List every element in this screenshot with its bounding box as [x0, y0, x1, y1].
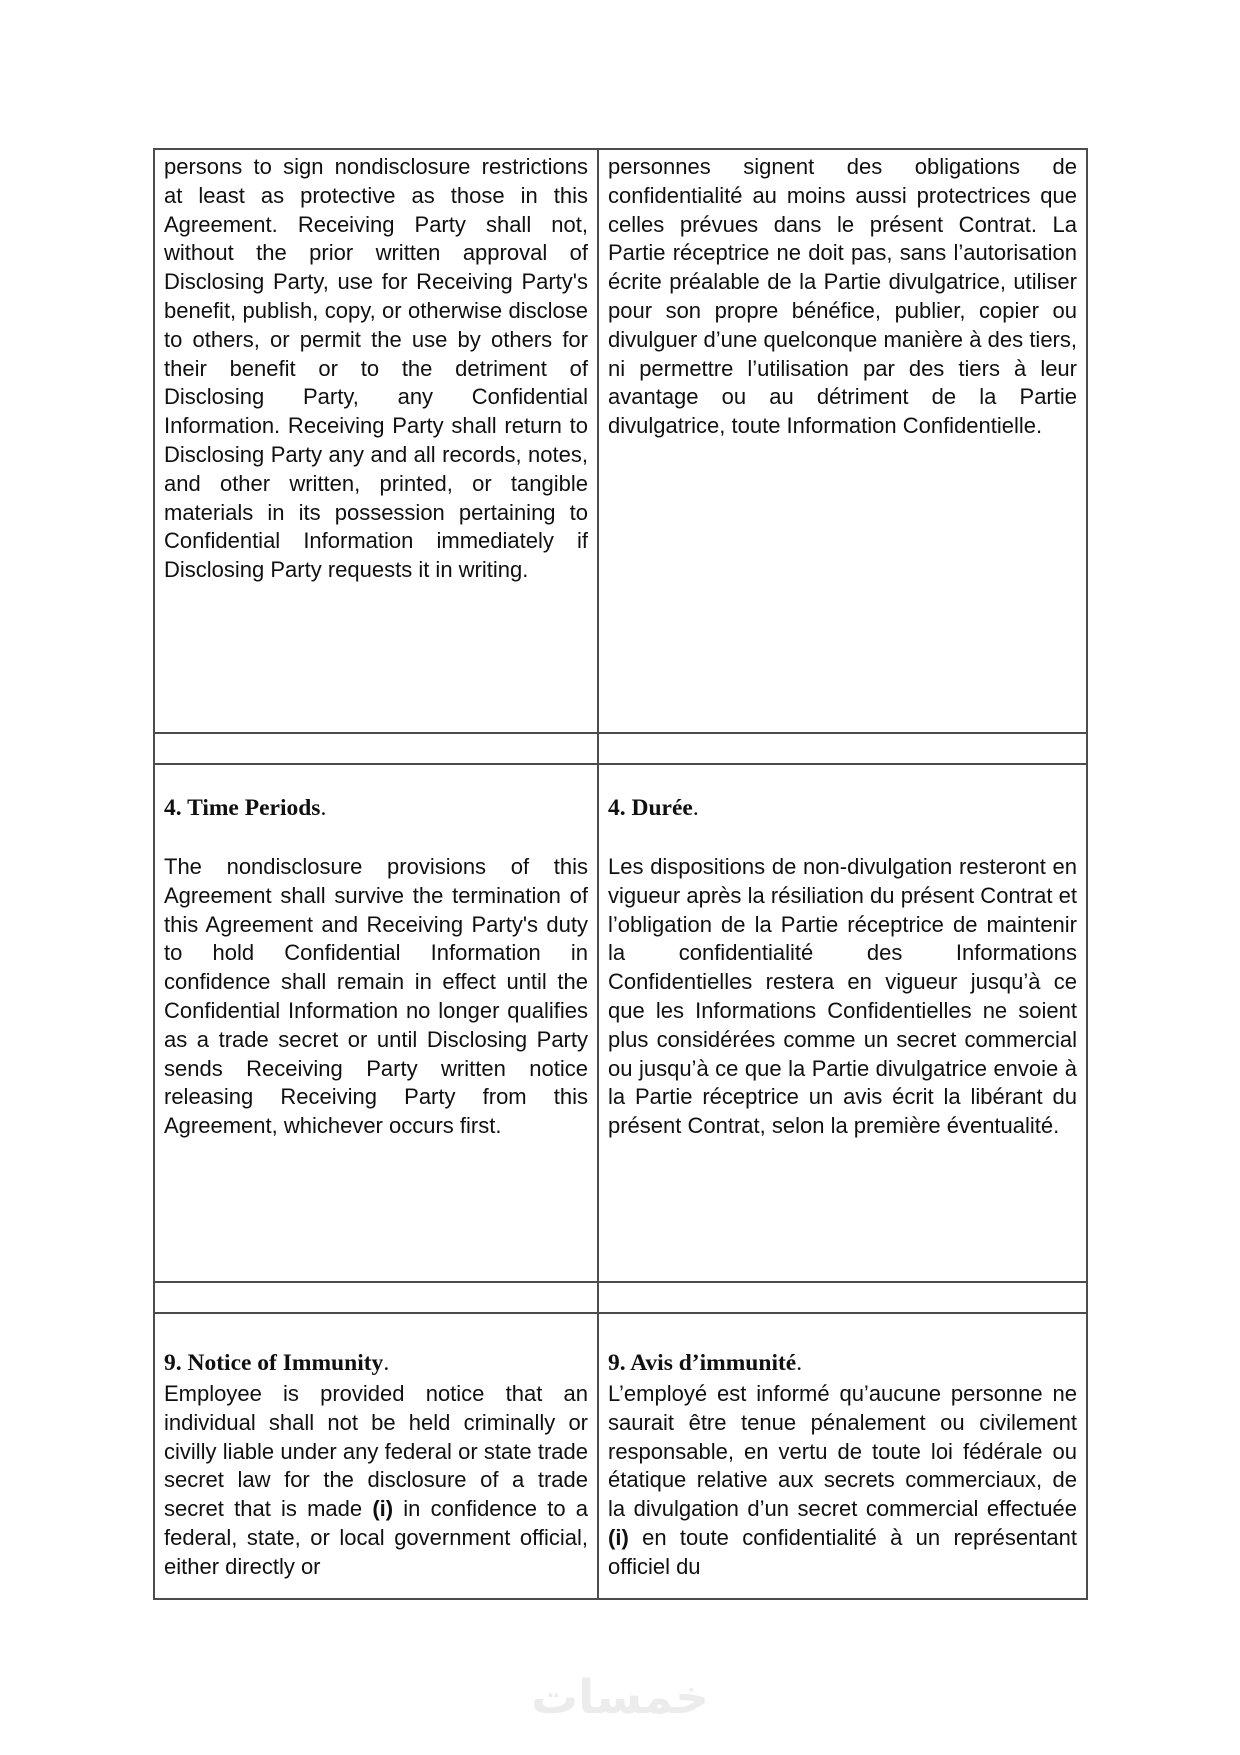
section-heading-bold: 4. Time Periods — [164, 795, 321, 821]
section-heading-avis-immunite — [608, 1347, 1077, 1379]
cell-immunity-english — [154, 1313, 598, 1599]
section-heading-period: . — [796, 1350, 803, 1376]
paragraph-time-periods-english: The nondisclosure provisions of this Agreement shall survive the termination of this Agreement and Receiving Party's duty to hold Confidential Information in confidence shall remain in effect until the Confidential Information no longer qualifies as a trade secret or until Disclosing Party sends Receiving Party written notice releasing Receiving Party from this Agreement, whichever occurs first. — [164, 854, 588, 1139]
table-row-separator — [154, 1282, 1087, 1313]
table-row-confidentiality — [154, 149, 1087, 733]
section-heading-bold: 9. Avis d’immunité — [608, 1350, 797, 1376]
separator-cell-english — [154, 733, 598, 764]
section-heading-period: . — [383, 1350, 390, 1376]
paragraph-confidentiality-english: persons to sign nondisclosure restrictions at least as protective as those in this Agreement. Receiving Party shall not, without the prior written approval of Disclosing Party, use for Receiving Party's benefit, publish, copy, or otherwise disclose to others, or permit the use by others for their benefit or to the detriment of Disclosing Party, any Confidential Information. Receiving Party shall return to Disclosing Party any and all records, notes, and other written, printed, or tangible materials in its possession pertaining to Confidential Information immediately if Disclosing Party requests it in writing. — [164, 154, 588, 583]
section-heading-time-periods — [164, 792, 588, 824]
paragraph-immunity-english — [164, 1380, 588, 1582]
section-heading-period: . — [692, 795, 699, 821]
section-heading-bold: 9. Notice of Immunity — [164, 1350, 384, 1376]
separator-cell-french — [598, 1282, 1087, 1313]
cell-confidentiality-french — [598, 149, 1087, 733]
bilingual-contract-table — [153, 148, 1088, 1600]
roman-numeral-i-bold: (i) — [608, 1524, 629, 1550]
separator-cell-french — [598, 733, 1087, 764]
khamsat-watermark: خمسات — [530, 1670, 710, 1725]
paragraph-confidentiality-french: personnes signent des obligations de confidentialité au moins aussi protectrices que celles prévues dans le présent Contrat. La Partie réceptrice ne doit pas, sans l’autorisation écrite préalable de la Partie divulgatrice, utiliser pour son propre bénéfice, publier, copier ou divulguer d’une quelconque manière à des tiers, ni permettre l’utilisation par des tiers à leur avantage ou au détriment de la Partie divulgatrice, toute Information Confidentielle. — [608, 154, 1077, 439]
separator-cell-english — [154, 1282, 598, 1313]
section-heading-bold: 4. Durée — [608, 795, 693, 821]
section-heading-duree — [608, 792, 1077, 824]
paragraph-time-periods-french: Les dispositions de non-divulgation resteront en vigueur après la résiliation du présent Contrat et l’obligation de la Partie réceptrice de maintenir la confidentialité des Informations Confidentielles restera en vigueur jusqu’à ce que les Informations Confidentielles ne soient plus considérées comme un secret commercial ou jusqu’à ce que la Partie divulgatrice envoie à la Partie réceptrice un avis écrit la libérant du présent Contrat, selon la première éventualité. — [608, 854, 1077, 1139]
roman-numeral-i-bold: (i) — [372, 1496, 394, 1522]
immunity-text-before: Employee is provided notice that an individual shall not be held criminally or civilly liable under any federal or state trade secret law for the disclosure of a trade secret that is made — [164, 1381, 588, 1522]
cell-time-periods-english — [154, 764, 598, 1282]
cell-immunity-french — [598, 1313, 1087, 1599]
table-row-separator — [154, 733, 1087, 764]
table-row-notice-of-immunity — [154, 1313, 1087, 1599]
immunity-text-before: L’employé est informé qu’aucune personne ne saurait être tenue pénalement ou civilement responsable, en vertu de toute loi fédérale ou étatique relative aux secrets commerciaux, de la divulgation d’un secret commercial effectuée — [608, 1381, 1077, 1522]
section-heading-period: . — [320, 795, 327, 821]
section-heading-immunity — [164, 1347, 588, 1379]
table-row-time-periods — [154, 764, 1087, 1282]
cell-time-periods-french — [598, 764, 1087, 1282]
immunity-text-after: in confidence to a federal, state, or local government official, either directly or — [164, 1496, 588, 1579]
paragraph-immunity-french — [608, 1380, 1077, 1582]
cell-confidentiality-english — [154, 149, 598, 733]
immunity-text-after: en toute confidentialité à un représentant officiel du — [608, 1524, 1077, 1579]
